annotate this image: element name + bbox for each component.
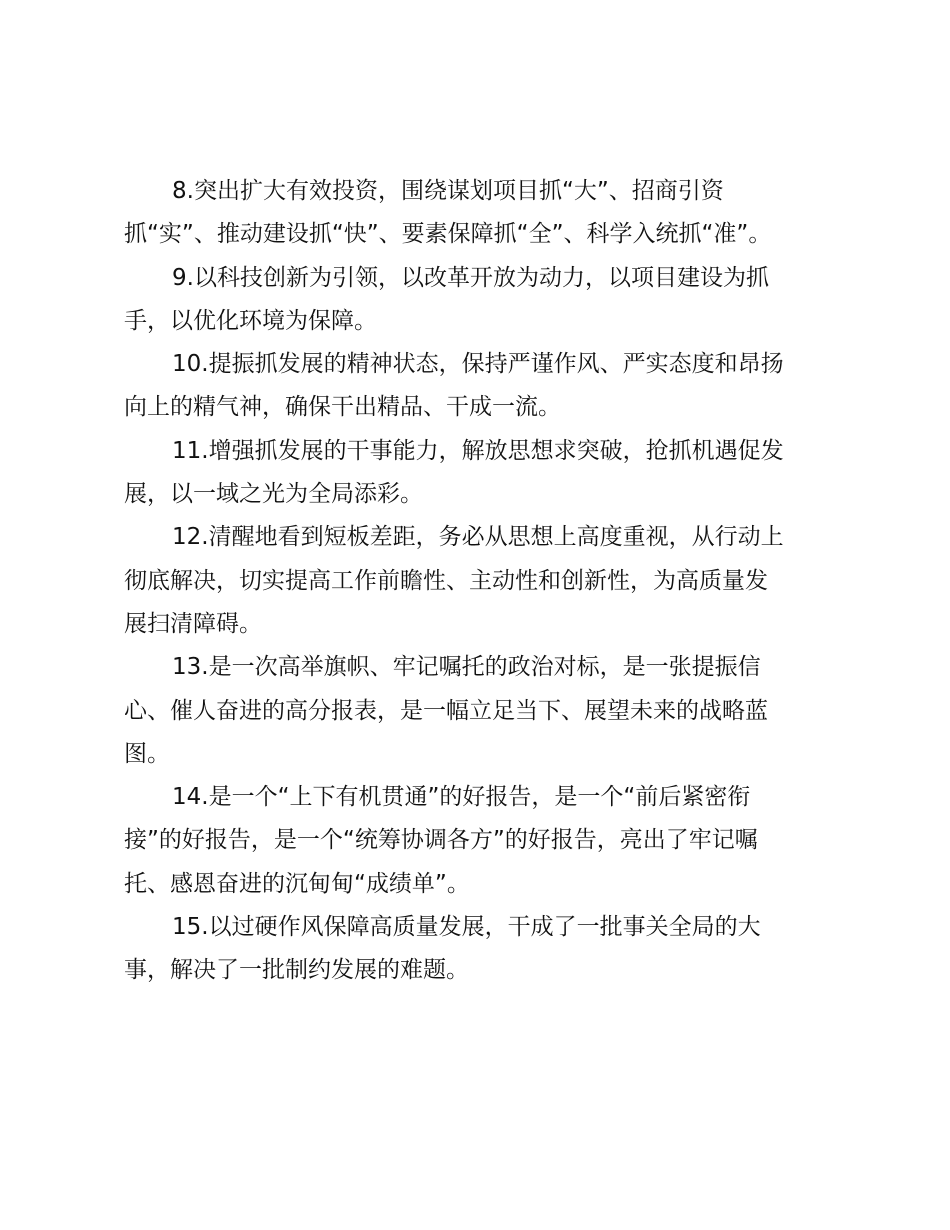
paragraph-line: 托、感恩奋进的沉甸甸“成绩单”。 [124, 870, 470, 897]
paragraph-10 [124, 343, 838, 430]
paragraph-line: 8.突出扩大有效投资，围绕谋划项目抓“大”、招商引资 [172, 178, 724, 204]
paragraph-13 [124, 646, 838, 776]
paragraph-line: 手，以优化环境为保障。 [124, 307, 377, 334]
paragraph-line: 14.是一个“上下有机贯通”的好报告，是一个“前后紧密衔 [172, 784, 751, 811]
paragraph-line: 9.以科技创新为引领，以改革开放为动力，以项目建设为抓 [172, 264, 769, 291]
paragraph-line: 抓“实”、推动建设抓“快”、要素保障抓“全”、科学入统抓“准”。 [124, 221, 772, 248]
paragraph-line: 13.是一次高举旗帜、牢记嘱托的政治对标，是一张提振信 [172, 654, 761, 681]
paragraph-14 [124, 776, 838, 906]
paragraph-15 [124, 906, 838, 993]
document-body [124, 170, 838, 993]
paragraph-12 [124, 516, 838, 646]
paragraph-line: 接”的好报告，是一个“统筹协调各方”的好报告，亮出了牢记嘱 [124, 827, 758, 854]
paragraph-line: 11.增强抓发展的干事能力，解放思想求突破，抢抓机遇促发 [172, 437, 784, 464]
paragraph-8 [124, 170, 838, 257]
paragraph-line: 彻底解决，切实提高工作前瞻性、主动性和创新性，为高质量发 [124, 567, 768, 594]
paragraph-11 [124, 430, 838, 517]
paragraph-line: 图。 [124, 740, 170, 767]
paragraph-line: 展，以一域之光为全局添彩。 [124, 481, 423, 508]
paragraph-line: 15.以过硬作风保障高质量发展，干成了一批事关全局的大 [172, 914, 761, 941]
paragraph-line: 展扫清障碍。 [124, 610, 262, 637]
paragraph-9 [124, 257, 838, 344]
paragraph-line: 12.清醒地看到短板差距，务必从思想上高度重视，从行动上 [172, 524, 784, 551]
paragraph-line: 10.提振抓发展的精神状态，保持严谨作风、严实态度和昂扬 [172, 351, 784, 378]
paragraph-line: 心、催人奋进的高分报表，是一幅立足当下、展望未来的战略蓝 [124, 697, 768, 724]
paragraph-line: 事，解决了一批制约发展的难题。 [124, 957, 469, 984]
paragraph-line: 向上的精气神，确保干出精品、干成一流。 [124, 394, 561, 421]
